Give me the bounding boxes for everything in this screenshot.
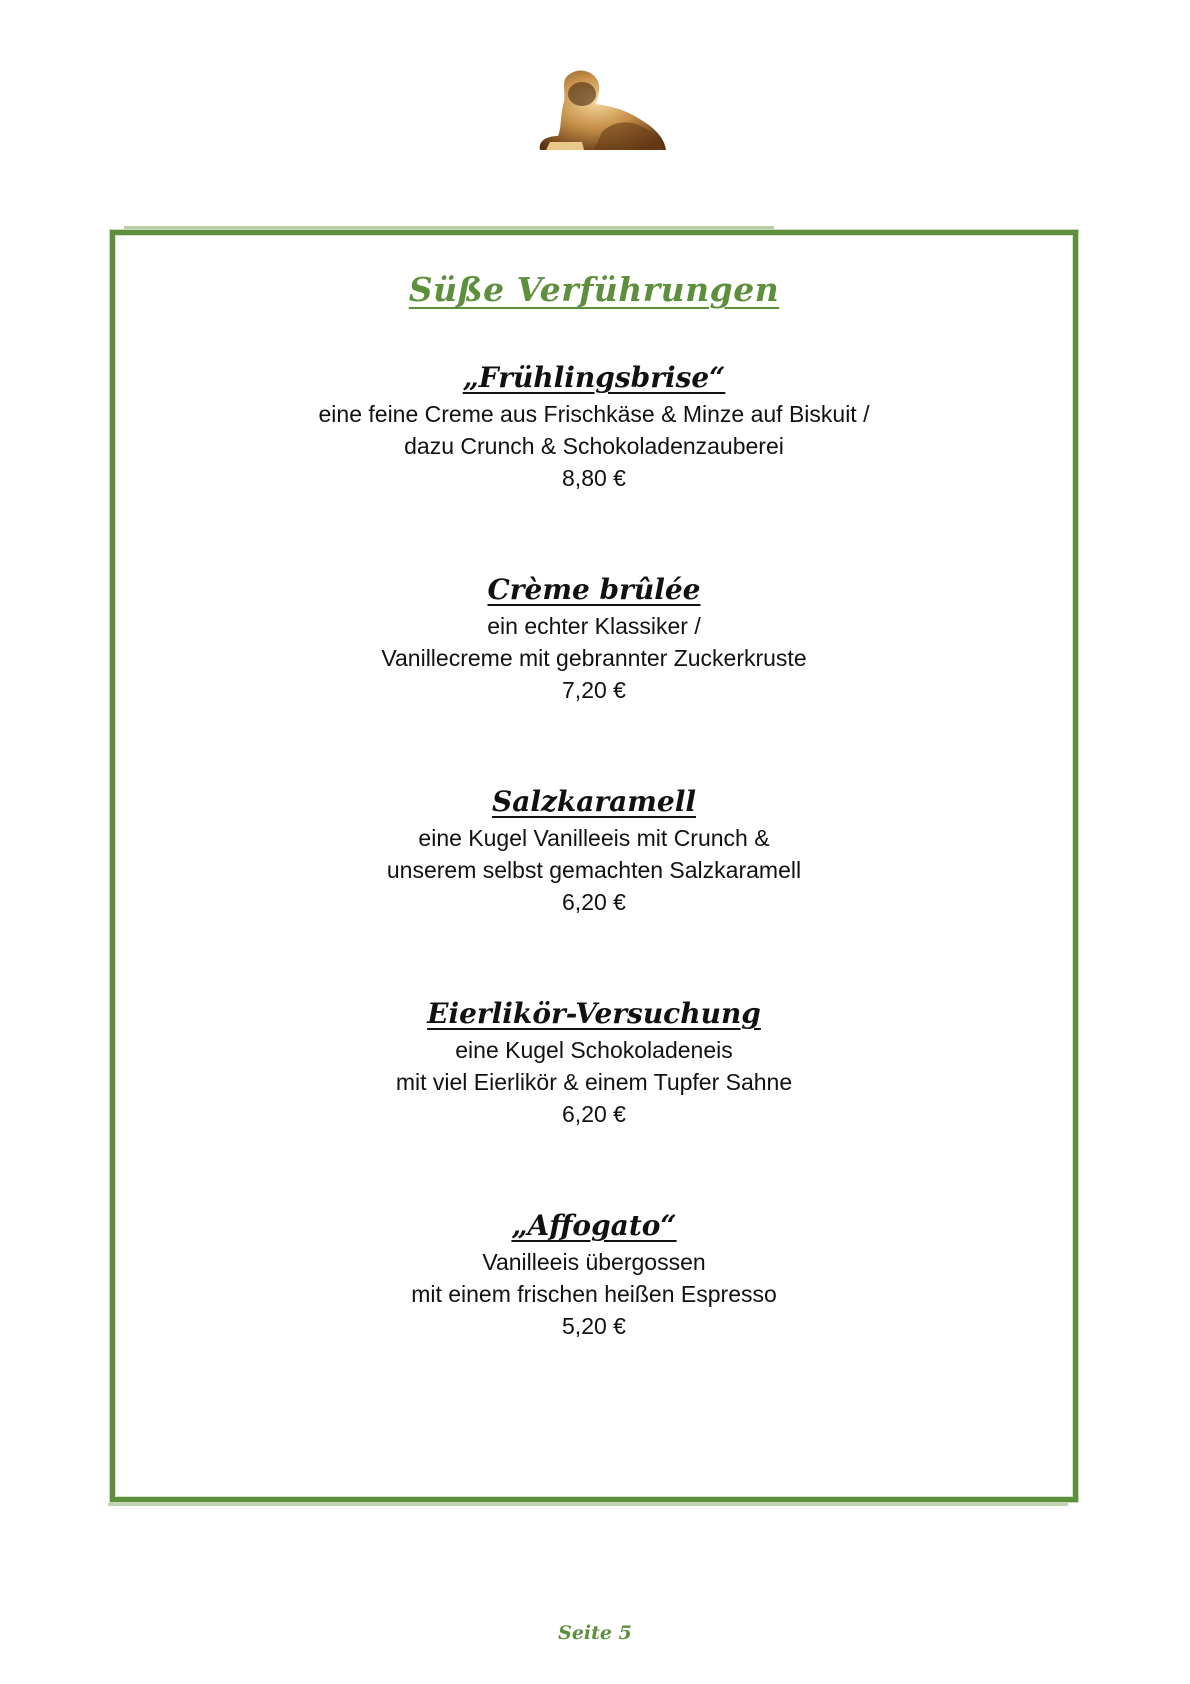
frame-edge-top	[124, 226, 774, 229]
item-description-line-2: unserem selbst gemachten Salzkaramell	[386, 857, 802, 883]
menu-item-salzkaramell	[110, 782, 1078, 994]
item-name: Crème brûlée	[487, 573, 701, 606]
frame-edge-bottom	[108, 1503, 1068, 1506]
menu-content	[110, 230, 1078, 1418]
item-description-line-1: eine Kugel Schokoladeneis	[455, 1037, 733, 1063]
item-description-line-1: ein echter Klassiker /	[487, 613, 701, 639]
item-description-line-1: eine feine Creme aus Frischkäse & Minze auf Biskuit /	[318, 401, 870, 427]
item-description-line-2: mit viel Eierlikör & einem Tupfer Sahne	[395, 1069, 793, 1095]
item-name: „Affogato“	[511, 1209, 677, 1242]
item-price: 6,20 €	[562, 1101, 626, 1127]
menu-items	[110, 358, 1078, 1418]
item-price: 8,80 €	[562, 465, 626, 491]
item-description-line-1: Vanilleeis übergossen	[482, 1249, 706, 1275]
menu-item-creme-brulee	[110, 570, 1078, 782]
item-price: 5,20 €	[562, 1313, 626, 1339]
item-name: „Frühlingsbrise“	[462, 361, 726, 394]
item-price: 7,20 €	[562, 677, 626, 703]
item-name: Salzkaramell	[491, 785, 697, 818]
menu-item-eierlikoer-versuchung	[110, 994, 1078, 1206]
lion-statue-icon	[524, 66, 672, 158]
item-description-line-2: Vanillecreme mit gebrannter Zuckerkruste	[381, 645, 807, 671]
item-description-line-1: eine Kugel Vanilleeis mit Crunch &	[418, 825, 770, 851]
item-description-line-2: dazu Crunch & Schokoladenzauberei	[404, 433, 784, 459]
item-description-line-2: mit einem frischen heißen Espresso	[411, 1281, 777, 1307]
page-number: Seite 5	[558, 1622, 632, 1644]
item-price: 6,20 €	[562, 889, 626, 915]
menu-item-affogato	[110, 1206, 1078, 1418]
item-name: Eierlikör-Versuchung	[427, 997, 761, 1030]
menu-item-fruehlingsbrise	[110, 358, 1078, 570]
menu-title: Süße Verführungen	[408, 270, 780, 309]
